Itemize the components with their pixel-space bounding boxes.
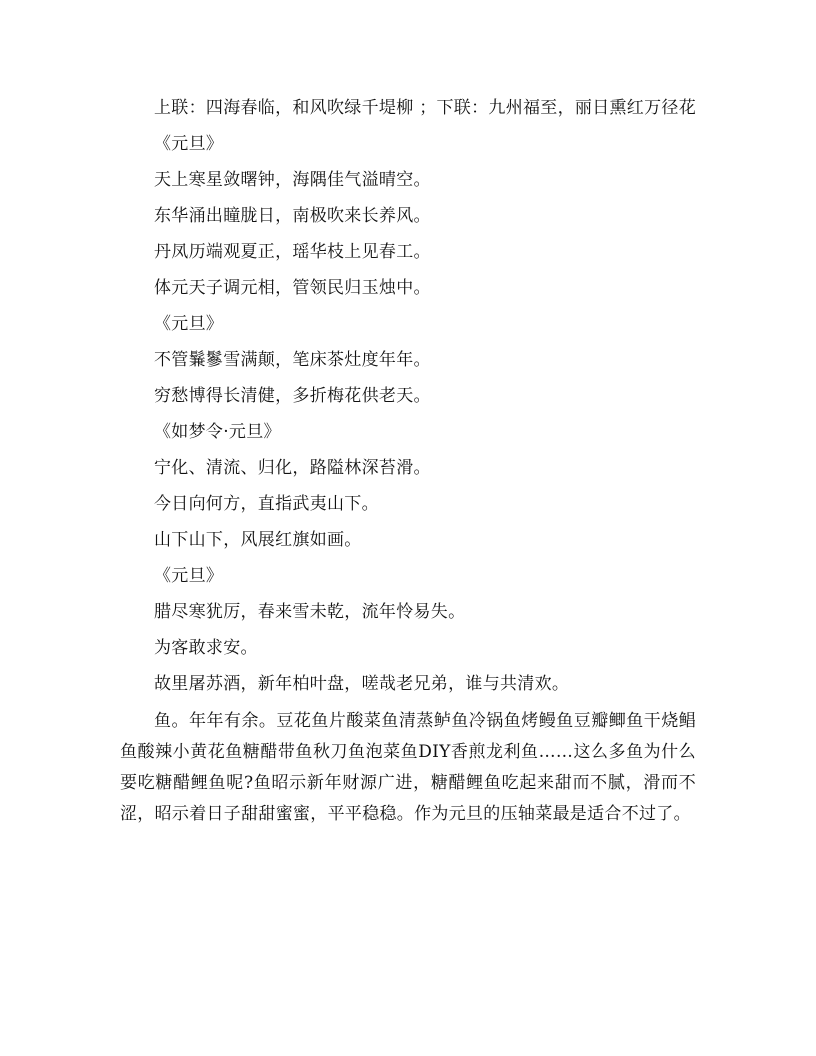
poem-line: 腊尽寒犹厉，春来雪未乾，流年怜易失。 [154, 602, 466, 622]
poem-line: 今日向何方，直指武夷山下。 [154, 494, 379, 514]
poem-line: 天上寒星敛曙钟，海隅佳气溢晴空。 [154, 170, 431, 190]
poem-line: 故里屠苏酒，新年柏叶盘，嗟哉老兄弟，谁与共清欢。 [154, 674, 570, 694]
poem-line: 穷愁博得长清健，多折梅花供老天。 [154, 386, 431, 406]
poem-line: 山下山下，风展红旗如画。 [154, 530, 362, 550]
poem-line: 体元天子调元相，管领民归玉烛中。 [154, 278, 431, 298]
document-body [120, 94, 696, 830]
poem-title: 《元旦》 [154, 566, 224, 586]
poem-line: 丹凤历端观夏正，瑶华枝上见春工。 [154, 242, 431, 262]
poem-title: 《元旦》 [154, 314, 224, 334]
fish-paragraph: 鱼。年年有余。豆花鱼片酸菜鱼清蒸鲈鱼冷锅鱼烤鳗鱼豆瓣鲫鱼干烧鲳鱼酸辣小黄花鱼糖醋带鱼秋刀鱼泡菜鱼DIY香煎龙利鱼……这么多鱼为什么要吃糖醋鲤鱼呢?鱼昭示新年财源广进，糖醋鲤鱼吃起来甜而不腻，滑而不涩，昭示着日子甜甜蜜蜜，平平稳稳。作为元旦的压轴菜最是适合不过了。 [120, 711, 696, 824]
poem-title: 《元旦》 [154, 134, 224, 154]
poem-line: 东华涌出瞳胧日，南极吹来长养风。 [154, 206, 431, 226]
poem-title: 《如梦令·元旦》 [154, 422, 281, 442]
poem-line: 为客敢求安。 [154, 638, 258, 658]
poem-line: 不管鬑鬖雪满颠，笔床茶灶度年年。 [154, 350, 431, 370]
couplet-paragraph: 上联：四海春临，和风吹绿千堤柳 ；下联：九州福至，丽日熏红万径花 [154, 98, 697, 118]
poem-line: 宁化、清流、归化，路隘林深苔滑。 [154, 458, 431, 478]
